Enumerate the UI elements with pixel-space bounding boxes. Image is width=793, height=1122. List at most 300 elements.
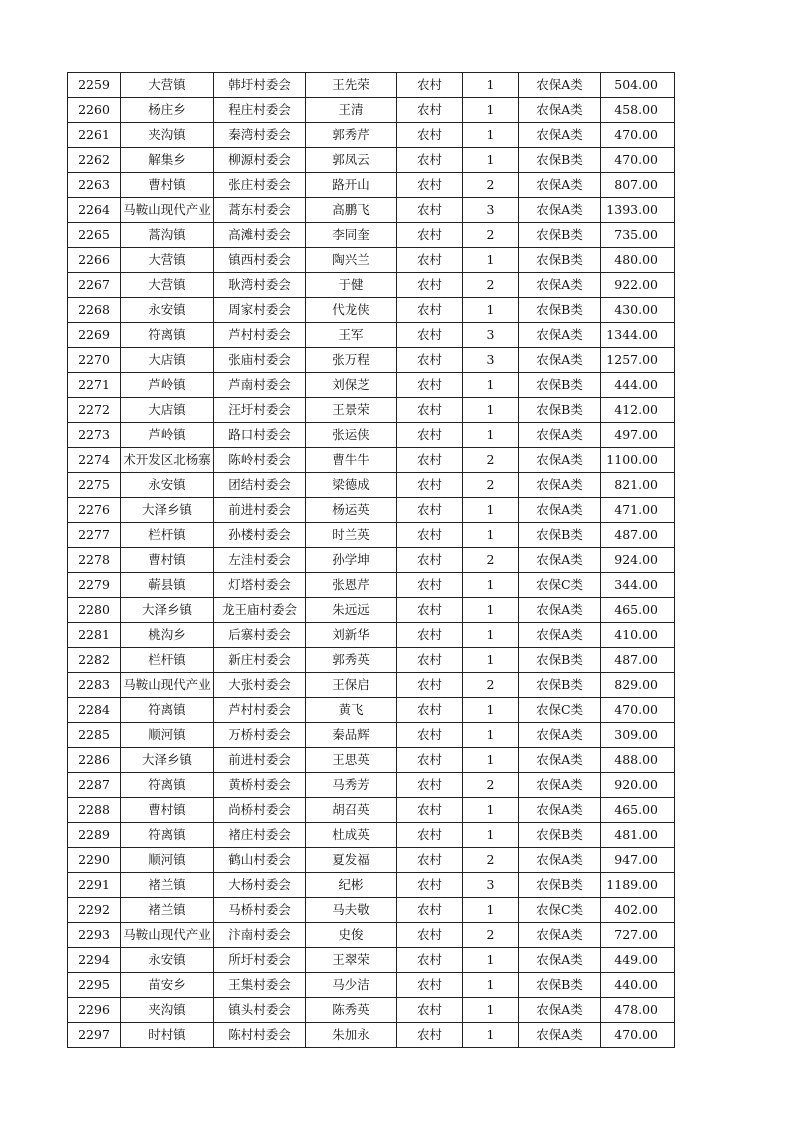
insurance-category-cell: 农保A类 (519, 923, 601, 948)
row-number-cell: 2280 (68, 598, 121, 623)
name-cell: 陶兴兰 (306, 248, 397, 273)
insurance-category-cell: 农保C类 (519, 573, 601, 598)
town-cell: 大店镇 (121, 348, 214, 373)
household-size-cell: 1 (463, 1023, 519, 1048)
area-type-cell: 农村 (397, 998, 463, 1023)
town-cell: 术开发区北杨寨 (121, 448, 214, 473)
row-number-cell: 2265 (68, 223, 121, 248)
insurance-category-cell: 农保C类 (519, 898, 601, 923)
town-cell: 马鞍山现代产业 (121, 923, 214, 948)
row-number-cell: 2292 (68, 898, 121, 923)
area-type-cell: 农村 (397, 923, 463, 948)
amount-cell: 344.00 (601, 573, 675, 598)
table-row (68, 848, 675, 873)
town-cell: 芦岭镇 (121, 373, 214, 398)
area-type-cell: 农村 (397, 598, 463, 623)
amount-cell: 922.00 (601, 273, 675, 298)
amount-cell: 1257.00 (601, 348, 675, 373)
town-cell: 苗安乡 (121, 973, 214, 998)
insurance-category-cell: 农保B类 (519, 873, 601, 898)
insurance-category-cell: 农保A类 (519, 998, 601, 1023)
name-cell: 王保启 (306, 673, 397, 698)
name-cell: 曹牛牛 (306, 448, 397, 473)
area-type-cell: 农村 (397, 773, 463, 798)
row-number-cell: 2290 (68, 848, 121, 873)
name-cell: 郭凤云 (306, 148, 397, 173)
area-type-cell: 农村 (397, 523, 463, 548)
name-cell: 刘保芝 (306, 373, 397, 398)
village-committee-cell: 鹤山村委会 (214, 848, 306, 873)
village-committee-cell: 龙王庙村委会 (214, 598, 306, 623)
insurance-category-cell: 农保B类 (519, 148, 601, 173)
table-row (68, 573, 675, 598)
insurance-category-cell: 农保B类 (519, 673, 601, 698)
table-row (68, 298, 675, 323)
amount-cell: 920.00 (601, 773, 675, 798)
village-committee-cell: 后寨村委会 (214, 623, 306, 648)
amount-cell: 487.00 (601, 648, 675, 673)
table-row (68, 273, 675, 298)
village-committee-cell: 褚庄村委会 (214, 823, 306, 848)
village-committee-cell: 程庄村委会 (214, 98, 306, 123)
household-size-cell: 1 (463, 998, 519, 1023)
name-cell: 孙学坤 (306, 548, 397, 573)
town-cell: 夹沟镇 (121, 998, 214, 1023)
town-cell: 蕲县镇 (121, 573, 214, 598)
insurance-category-cell: 农保A类 (519, 598, 601, 623)
insurance-category-cell: 农保A类 (519, 498, 601, 523)
town-cell: 杨庄乡 (121, 98, 214, 123)
insurance-category-cell: 农保B类 (519, 373, 601, 398)
area-type-cell: 农村 (397, 948, 463, 973)
name-cell: 史俊 (306, 923, 397, 948)
amount-cell: 924.00 (601, 548, 675, 573)
household-size-cell: 1 (463, 898, 519, 923)
row-number-cell: 2276 (68, 498, 121, 523)
village-committee-cell: 镇西村委会 (214, 248, 306, 273)
household-size-cell: 1 (463, 148, 519, 173)
household-size-cell: 2 (463, 223, 519, 248)
village-committee-cell: 秦湾村委会 (214, 123, 306, 148)
table-row (68, 373, 675, 398)
amount-cell: 829.00 (601, 673, 675, 698)
amount-cell: 412.00 (601, 398, 675, 423)
village-committee-cell: 路口村委会 (214, 423, 306, 448)
insurance-category-cell: 农保B类 (519, 523, 601, 548)
town-cell: 永安镇 (121, 948, 214, 973)
household-size-cell: 1 (463, 748, 519, 773)
household-size-cell: 1 (463, 573, 519, 598)
amount-cell: 309.00 (601, 723, 675, 748)
insurance-category-cell: 农保A类 (519, 723, 601, 748)
name-cell: 张万程 (306, 348, 397, 373)
table-row (68, 448, 675, 473)
name-cell: 刘新华 (306, 623, 397, 648)
household-size-cell: 1 (463, 73, 519, 98)
village-committee-cell: 王集村委会 (214, 973, 306, 998)
row-number-cell: 2289 (68, 823, 121, 848)
village-committee-cell: 黄桥村委会 (214, 773, 306, 798)
row-number-cell: 2273 (68, 423, 121, 448)
table-row (68, 523, 675, 548)
village-committee-cell: 芦南村委会 (214, 373, 306, 398)
insurance-category-cell: 农保B类 (519, 298, 601, 323)
insurance-category-cell: 农保A类 (519, 348, 601, 373)
town-cell: 芦岭镇 (121, 423, 214, 448)
household-size-cell: 1 (463, 698, 519, 723)
name-cell: 黄飞 (306, 698, 397, 723)
row-number-cell: 2296 (68, 998, 121, 1023)
area-type-cell: 农村 (397, 423, 463, 448)
village-committee-cell: 陈村村委会 (214, 1023, 306, 1048)
name-cell: 高鹏飞 (306, 198, 397, 223)
amount-cell: 449.00 (601, 948, 675, 973)
amount-cell: 440.00 (601, 973, 675, 998)
amount-cell: 481.00 (601, 823, 675, 848)
household-size-cell: 1 (463, 123, 519, 148)
row-number-cell: 2281 (68, 623, 121, 648)
name-cell: 马秀芳 (306, 773, 397, 798)
town-cell: 符离镇 (121, 323, 214, 348)
household-size-cell: 1 (463, 948, 519, 973)
table-row (68, 948, 675, 973)
town-cell: 褚兰镇 (121, 873, 214, 898)
village-committee-cell: 高滩村委会 (214, 223, 306, 248)
town-cell: 夹沟镇 (121, 123, 214, 148)
row-number-cell: 2288 (68, 798, 121, 823)
table-row (68, 623, 675, 648)
amount-cell: 470.00 (601, 698, 675, 723)
amount-cell: 807.00 (601, 173, 675, 198)
table-row (68, 73, 675, 98)
table-row (68, 798, 675, 823)
table-row (68, 648, 675, 673)
table-row (68, 148, 675, 173)
row-number-cell: 2284 (68, 698, 121, 723)
area-type-cell: 农村 (397, 748, 463, 773)
town-cell: 桃沟乡 (121, 623, 214, 648)
area-type-cell: 农村 (397, 273, 463, 298)
table-row (68, 698, 675, 723)
household-size-cell: 3 (463, 873, 519, 898)
village-committee-cell: 所圩村委会 (214, 948, 306, 973)
name-cell: 张恩芹 (306, 573, 397, 598)
name-cell: 杜成英 (306, 823, 397, 848)
amount-cell: 465.00 (601, 598, 675, 623)
town-cell: 顺河镇 (121, 723, 214, 748)
name-cell: 陈秀英 (306, 998, 397, 1023)
row-number-cell: 2260 (68, 98, 121, 123)
row-number-cell: 2297 (68, 1023, 121, 1048)
row-number-cell: 2271 (68, 373, 121, 398)
village-committee-cell: 前进村委会 (214, 498, 306, 523)
town-cell: 时村镇 (121, 1023, 214, 1048)
table-row (68, 198, 675, 223)
household-size-cell: 2 (463, 773, 519, 798)
row-number-cell: 2291 (68, 873, 121, 898)
name-cell: 时兰英 (306, 523, 397, 548)
name-cell: 李同奎 (306, 223, 397, 248)
row-number-cell: 2283 (68, 673, 121, 698)
table-row (68, 673, 675, 698)
area-type-cell: 农村 (397, 398, 463, 423)
town-cell: 大店镇 (121, 398, 214, 423)
village-committee-cell: 镇头村委会 (214, 998, 306, 1023)
row-number-cell: 2286 (68, 748, 121, 773)
household-size-cell: 2 (463, 848, 519, 873)
town-cell: 栏杆镇 (121, 648, 214, 673)
area-type-cell: 农村 (397, 898, 463, 923)
insurance-category-cell: 农保A类 (519, 198, 601, 223)
household-size-cell: 1 (463, 798, 519, 823)
household-size-cell: 1 (463, 623, 519, 648)
insurance-category-cell: 农保A类 (519, 1023, 601, 1048)
amount-cell: 410.00 (601, 623, 675, 648)
area-type-cell: 农村 (397, 548, 463, 573)
insurance-category-cell: 农保A类 (519, 548, 601, 573)
town-cell: 大营镇 (121, 248, 214, 273)
insurance-category-cell: 农保B类 (519, 223, 601, 248)
data-table (67, 72, 675, 1048)
insurance-category-cell: 农保A类 (519, 773, 601, 798)
table-row (68, 773, 675, 798)
table-row (68, 973, 675, 998)
row-number-cell: 2275 (68, 473, 121, 498)
row-number-cell: 2287 (68, 773, 121, 798)
household-size-cell: 1 (463, 973, 519, 998)
village-committee-cell: 汴南村委会 (214, 923, 306, 948)
village-committee-cell: 耿湾村委会 (214, 273, 306, 298)
village-committee-cell: 张庄村委会 (214, 173, 306, 198)
amount-cell: 488.00 (601, 748, 675, 773)
area-type-cell: 农村 (397, 248, 463, 273)
insurance-category-cell: 农保A类 (519, 73, 601, 98)
household-size-cell: 3 (463, 323, 519, 348)
village-committee-cell: 芦村村委会 (214, 698, 306, 723)
amount-cell: 497.00 (601, 423, 675, 448)
row-number-cell: 2270 (68, 348, 121, 373)
insurance-category-cell: 农保C类 (519, 698, 601, 723)
amount-cell: 821.00 (601, 473, 675, 498)
insurance-category-cell: 农保A类 (519, 448, 601, 473)
area-type-cell: 农村 (397, 373, 463, 398)
insurance-category-cell: 农保A类 (519, 273, 601, 298)
household-size-cell: 2 (463, 548, 519, 573)
village-committee-cell: 马桥村委会 (214, 898, 306, 923)
table-row (68, 248, 675, 273)
name-cell: 于健 (306, 273, 397, 298)
row-number-cell: 2274 (68, 448, 121, 473)
insurance-category-cell: 农保A类 (519, 98, 601, 123)
table-row (68, 923, 675, 948)
table-row (68, 1023, 675, 1048)
village-committee-cell: 蒿东村委会 (214, 198, 306, 223)
town-cell: 解集乡 (121, 148, 214, 173)
insurance-category-cell: 农保A类 (519, 623, 601, 648)
household-size-cell: 1 (463, 648, 519, 673)
amount-cell: 947.00 (601, 848, 675, 873)
row-number-cell: 2277 (68, 523, 121, 548)
household-size-cell: 1 (463, 373, 519, 398)
name-cell: 张运侠 (306, 423, 397, 448)
village-committee-cell: 韩圩村委会 (214, 73, 306, 98)
table-row (68, 323, 675, 348)
village-committee-cell: 尚桥村委会 (214, 798, 306, 823)
town-cell: 大泽乡镇 (121, 498, 214, 523)
table-row (68, 998, 675, 1023)
village-committee-cell: 团结村委会 (214, 473, 306, 498)
table-row (68, 423, 675, 448)
insurance-category-cell: 农保A类 (519, 848, 601, 873)
area-type-cell: 农村 (397, 623, 463, 648)
household-size-cell: 2 (463, 923, 519, 948)
household-size-cell: 1 (463, 598, 519, 623)
town-cell: 马鞍山现代产业 (121, 198, 214, 223)
town-cell: 曹村镇 (121, 548, 214, 573)
row-number-cell: 2278 (68, 548, 121, 573)
area-type-cell: 农村 (397, 823, 463, 848)
name-cell: 王景荣 (306, 398, 397, 423)
town-cell: 褚兰镇 (121, 898, 214, 923)
insurance-category-cell: 农保B类 (519, 248, 601, 273)
village-committee-cell: 汪圩村委会 (214, 398, 306, 423)
amount-cell: 1100.00 (601, 448, 675, 473)
area-type-cell: 农村 (397, 723, 463, 748)
household-size-cell: 2 (463, 448, 519, 473)
amount-cell: 444.00 (601, 373, 675, 398)
household-size-cell: 1 (463, 298, 519, 323)
table-row (68, 123, 675, 148)
table-row (68, 548, 675, 573)
area-type-cell: 农村 (397, 173, 463, 198)
amount-cell: 465.00 (601, 798, 675, 823)
village-committee-cell: 孙楼村委会 (214, 523, 306, 548)
table-row (68, 473, 675, 498)
insurance-category-cell: 农保A类 (519, 323, 601, 348)
town-cell: 大泽乡镇 (121, 598, 214, 623)
area-type-cell: 农村 (397, 298, 463, 323)
town-cell: 大泽乡镇 (121, 748, 214, 773)
insurance-category-cell: 农保A类 (519, 948, 601, 973)
row-number-cell: 2268 (68, 298, 121, 323)
household-size-cell: 1 (463, 423, 519, 448)
village-committee-cell: 张庙村委会 (214, 348, 306, 373)
name-cell: 路开山 (306, 173, 397, 198)
row-number-cell: 2295 (68, 973, 121, 998)
amount-cell: 1393.00 (601, 198, 675, 223)
village-committee-cell: 万桥村委会 (214, 723, 306, 748)
town-cell: 蒿沟镇 (121, 223, 214, 248)
row-number-cell: 2266 (68, 248, 121, 273)
town-cell: 永安镇 (121, 473, 214, 498)
area-type-cell: 农村 (397, 698, 463, 723)
table-body (68, 73, 675, 1048)
table-row (68, 223, 675, 248)
village-committee-cell: 芦村村委会 (214, 323, 306, 348)
name-cell: 梁德成 (306, 473, 397, 498)
village-committee-cell: 柳源村委会 (214, 148, 306, 173)
area-type-cell: 农村 (397, 873, 463, 898)
name-cell: 代龙侠 (306, 298, 397, 323)
insurance-category-cell: 农保A类 (519, 473, 601, 498)
table-row (68, 723, 675, 748)
amount-cell: 735.00 (601, 223, 675, 248)
insurance-category-cell: 农保A类 (519, 798, 601, 823)
amount-cell: 470.00 (601, 148, 675, 173)
table-row (68, 748, 675, 773)
table-row (68, 598, 675, 623)
village-committee-cell: 大杨村委会 (214, 873, 306, 898)
area-type-cell: 农村 (397, 1023, 463, 1048)
table-row (68, 173, 675, 198)
name-cell: 王先荣 (306, 73, 397, 98)
household-size-cell: 1 (463, 248, 519, 273)
area-type-cell: 农村 (397, 223, 463, 248)
amount-cell: 402.00 (601, 898, 675, 923)
area-type-cell: 农村 (397, 798, 463, 823)
name-cell: 郭秀芹 (306, 123, 397, 148)
household-size-cell: 3 (463, 348, 519, 373)
name-cell: 夏发福 (306, 848, 397, 873)
amount-cell: 480.00 (601, 248, 675, 273)
row-number-cell: 2294 (68, 948, 121, 973)
row-number-cell: 2267 (68, 273, 121, 298)
village-committee-cell: 前进村委会 (214, 748, 306, 773)
area-type-cell: 农村 (397, 573, 463, 598)
name-cell: 马少洁 (306, 973, 397, 998)
area-type-cell: 农村 (397, 848, 463, 873)
town-cell: 曹村镇 (121, 173, 214, 198)
row-number-cell: 2293 (68, 923, 121, 948)
row-number-cell: 2262 (68, 148, 121, 173)
name-cell: 王清 (306, 98, 397, 123)
town-cell: 大营镇 (121, 273, 214, 298)
insurance-category-cell: 农保A类 (519, 748, 601, 773)
amount-cell: 470.00 (601, 123, 675, 148)
household-size-cell: 3 (463, 198, 519, 223)
row-number-cell: 2264 (68, 198, 121, 223)
area-type-cell: 农村 (397, 123, 463, 148)
row-number-cell: 2261 (68, 123, 121, 148)
row-number-cell: 2279 (68, 573, 121, 598)
town-cell: 顺河镇 (121, 848, 214, 873)
table-row (68, 823, 675, 848)
household-size-cell: 1 (463, 523, 519, 548)
amount-cell: 487.00 (601, 523, 675, 548)
town-cell: 符离镇 (121, 773, 214, 798)
area-type-cell: 农村 (397, 498, 463, 523)
household-size-cell: 1 (463, 398, 519, 423)
area-type-cell: 农村 (397, 648, 463, 673)
table-row (68, 898, 675, 923)
town-cell: 符离镇 (121, 823, 214, 848)
amount-cell: 727.00 (601, 923, 675, 948)
insurance-category-cell: 农保B类 (519, 823, 601, 848)
town-cell: 永安镇 (121, 298, 214, 323)
area-type-cell: 农村 (397, 348, 463, 373)
insurance-category-cell: 农保B类 (519, 648, 601, 673)
town-cell: 曹村镇 (121, 798, 214, 823)
row-number-cell: 2259 (68, 73, 121, 98)
household-size-cell: 1 (463, 98, 519, 123)
town-cell: 符离镇 (121, 698, 214, 723)
village-committee-cell: 周家村委会 (214, 298, 306, 323)
household-size-cell: 1 (463, 498, 519, 523)
household-size-cell: 2 (463, 173, 519, 198)
household-size-cell: 1 (463, 823, 519, 848)
amount-cell: 504.00 (601, 73, 675, 98)
insurance-category-cell: 农保B类 (519, 973, 601, 998)
